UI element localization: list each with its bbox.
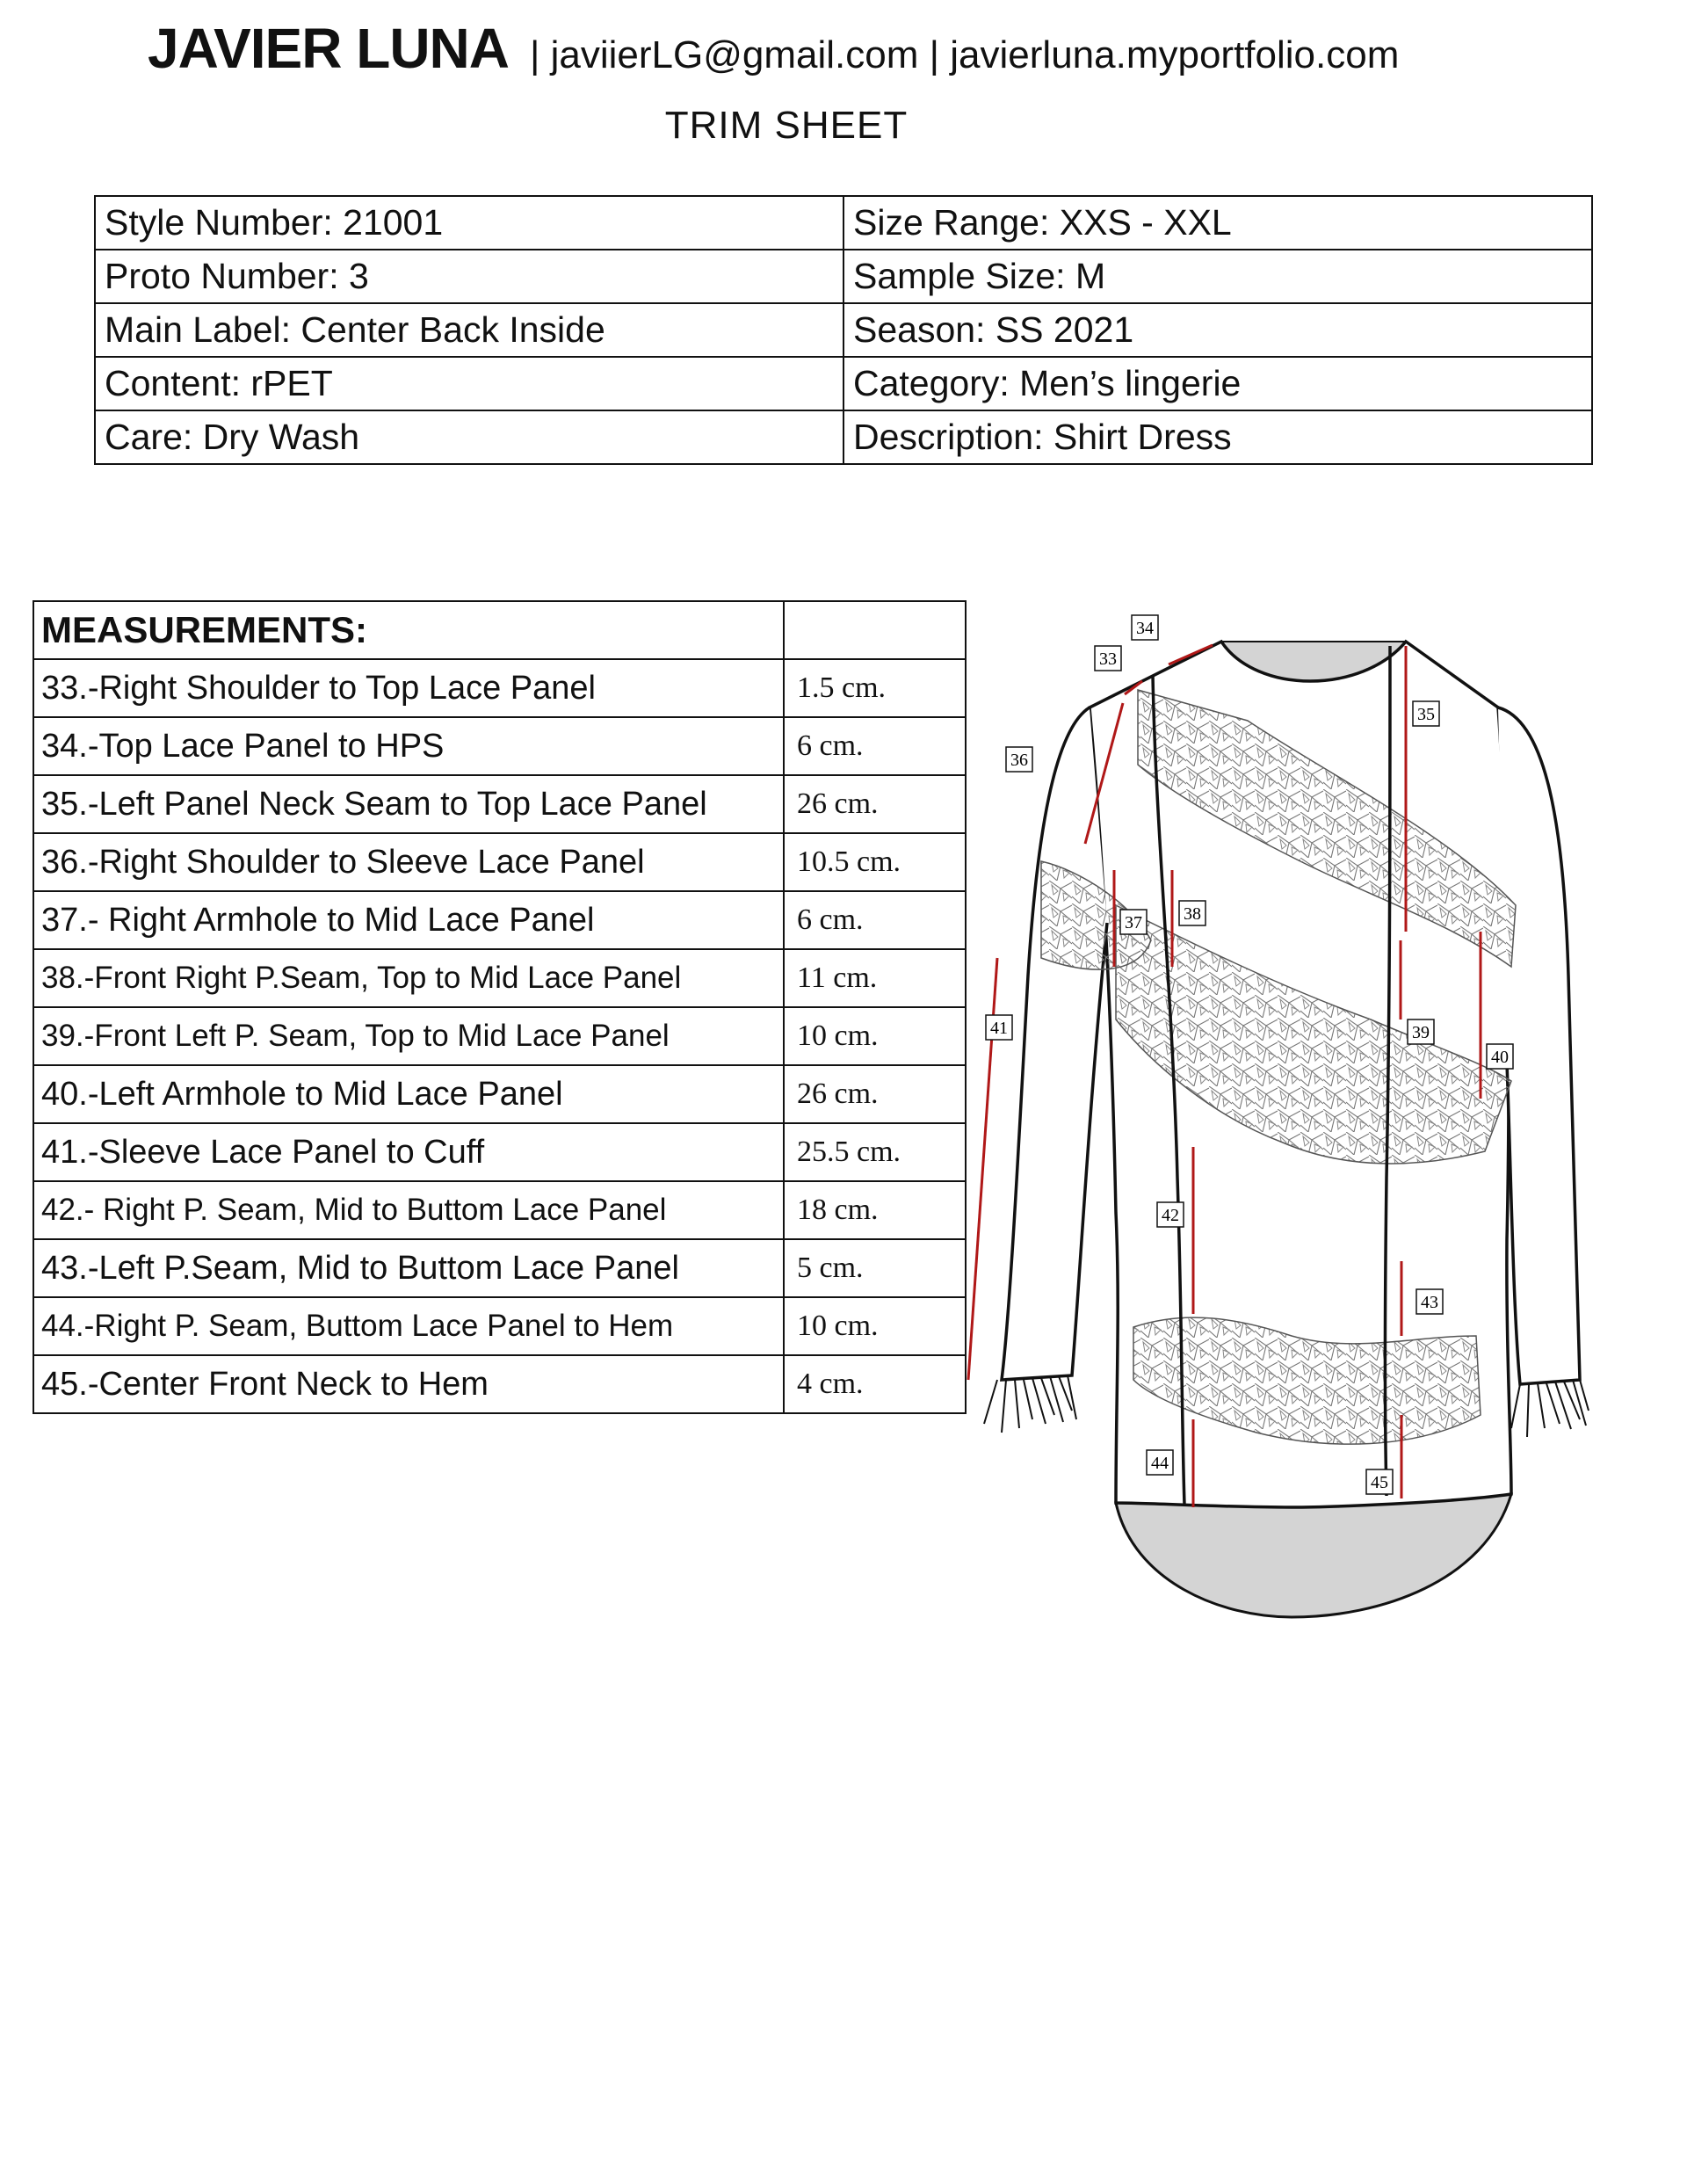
measurement-label: 44.-Right P. Seam, Buttom Lace Panel to Hem (33, 1297, 784, 1355)
measurement-row (33, 717, 966, 775)
measurement-label: 36.-Right Shoulder to Sleeve Lace Panel (33, 833, 784, 891)
callout-label: 36 (1010, 751, 1028, 770)
callout-label: 33 (1099, 649, 1117, 669)
measurement-value: 5 cm. (784, 1239, 966, 1297)
callout-label: 41 (990, 1019, 1008, 1038)
measurement-row (33, 1239, 966, 1297)
measurement-value: 6 cm. (784, 891, 966, 949)
callout-label: 38 (1184, 904, 1201, 924)
info-cell: Content: rPET (95, 357, 844, 410)
callout-box-34 (1132, 615, 1158, 640)
info-cell: Category: Men’s lingerie (844, 357, 1592, 410)
measurement-row (33, 1297, 966, 1355)
measurement-label: 37.- Right Armhole to Mid Lace Panel (33, 891, 784, 949)
info-cell: Main Label: Center Back Inside (95, 303, 844, 357)
callout-box-44 (1147, 1450, 1173, 1475)
info-cell: Sample Size: M (844, 250, 1592, 303)
measurement-row (33, 1065, 966, 1123)
measurement-value: 25.5 cm. (784, 1123, 966, 1181)
measurement-label: 41.-Sleeve Lace Panel to Cuff (33, 1123, 784, 1181)
measurement-value: 4 cm. (784, 1355, 966, 1413)
measurement-label: 42.- Right P. Seam, Mid to Buttom Lace Panel (33, 1181, 784, 1239)
measurement-row (33, 1123, 966, 1181)
left-cuff-fringe (1511, 1380, 1589, 1437)
callout-label: 45 (1371, 1473, 1388, 1492)
measurement-value: 18 cm. (784, 1181, 966, 1239)
info-cell: Size Range: XXS - XXL (844, 196, 1592, 250)
right-sleeve (1002, 707, 1107, 1380)
measurement-row (33, 659, 966, 717)
info-cell: Season: SS 2021 (844, 303, 1592, 357)
info-row (95, 410, 1592, 464)
callout-box-41 (986, 1015, 1012, 1040)
measurement-value: 10.5 cm. (784, 833, 966, 891)
callout-box-33 (1095, 646, 1121, 671)
callout-box-36 (1006, 747, 1032, 772)
measurement-label: 45.-Center Front Neck to Hem (33, 1355, 784, 1413)
measurement-value: 1.5 cm. (784, 659, 966, 717)
document-title: TRIM SHEET (664, 104, 909, 147)
measurement-value: 26 cm. (784, 1065, 966, 1123)
callout-box-35 (1413, 701, 1439, 726)
info-cell: Care: Dry Wash (95, 410, 844, 464)
measurement-value: 10 cm. (784, 1297, 966, 1355)
callout-label: 44 (1151, 1454, 1169, 1473)
info-row (95, 196, 1592, 250)
callout-label: 35 (1417, 705, 1435, 724)
callout-box-38 (1179, 901, 1206, 925)
measurement-label: 34.-Top Lace Panel to HPS (33, 717, 784, 775)
info-row (95, 357, 1592, 410)
info-cell: Proto Number: 3 (95, 250, 844, 303)
callout-box-40 (1487, 1044, 1513, 1069)
callout-label: 34 (1136, 619, 1154, 638)
callout-box-37 (1120, 910, 1147, 934)
info-cell: Description: Shirt Dress (844, 410, 1592, 464)
info-row (95, 303, 1592, 357)
measurement-label: 40.-Left Armhole to Mid Lace Panel (33, 1065, 784, 1123)
callout-box-43 (1416, 1289, 1443, 1314)
callout-box-42 (1157, 1202, 1184, 1227)
callout-label: 42 (1162, 1206, 1179, 1225)
measurement-label: 33.-Right Shoulder to Top Lace Panel (33, 659, 784, 717)
info-cell: Style Number: 21001 (95, 196, 844, 250)
measurement-value: 6 cm. (784, 717, 966, 775)
designer-name: JAVIER LUNA (148, 17, 509, 80)
spec-info-table (94, 195, 1593, 465)
measurement-value: 11 cm. (784, 949, 966, 1007)
garment-technical-sketch (958, 606, 1661, 1643)
callout-label: 40 (1491, 1048, 1509, 1067)
right-cuff-fringe (984, 1375, 1076, 1433)
measurement-row (33, 833, 966, 891)
callout-box-45 (1366, 1469, 1393, 1494)
contact-info: | javiierLG@gmail.com | javierluna.myportfolio.com (529, 33, 1400, 76)
measurements-header-empty (784, 601, 966, 659)
measurement-label: 38.-Front Right P.Seam, Top to Mid Lace Panel (33, 949, 784, 1007)
measurement-value: 10 cm. (784, 1007, 966, 1065)
measurement-row (33, 1355, 966, 1413)
info-row (95, 250, 1592, 303)
header (148, 16, 1553, 86)
measurement-row (33, 775, 966, 833)
measurement-row (33, 949, 966, 1007)
callout-label: 39 (1412, 1023, 1430, 1042)
measurement-row (33, 1181, 966, 1239)
measurement-label: 43.-Left P.Seam, Mid to Buttom Lace Panel (33, 1239, 784, 1297)
callout-box-39 (1408, 1019, 1434, 1044)
measurements-table (33, 600, 967, 1414)
measurement-label: 35.-Left Panel Neck Seam to Top Lace Panel (33, 775, 784, 833)
back-hem-panel (1116, 1494, 1511, 1617)
measurement-row (33, 1007, 966, 1065)
measurement-row (33, 891, 966, 949)
measurements-heading: MEASUREMENTS: (33, 601, 784, 659)
callout-label: 43 (1421, 1293, 1438, 1312)
measurement-label: 39.-Front Left P. Seam, Top to Mid Lace Panel (33, 1007, 784, 1065)
measurement-value: 26 cm. (784, 775, 966, 833)
measurements-header-row (33, 601, 966, 659)
callout-label: 37 (1125, 913, 1142, 932)
